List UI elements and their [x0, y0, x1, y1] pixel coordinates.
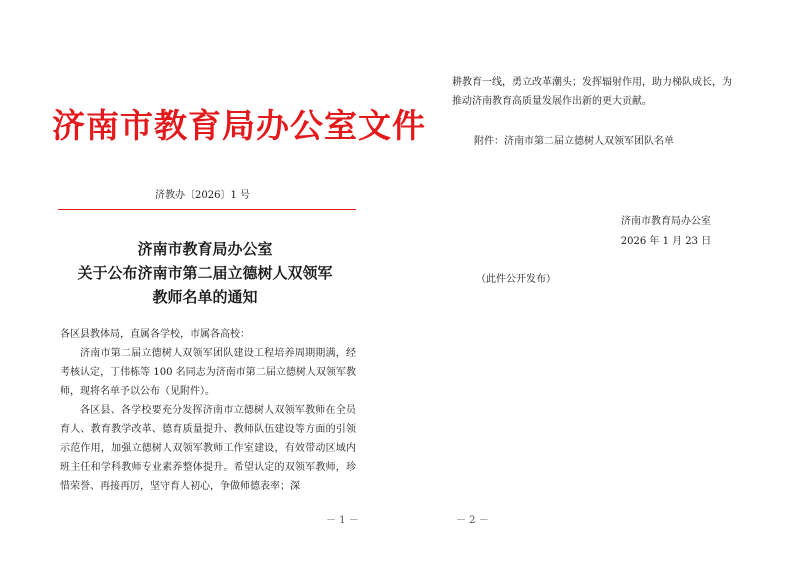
- page-number-2: － 2 －: [456, 515, 489, 526]
- title-line-1: 济南市教育局办公室: [137, 240, 273, 258]
- salutation: 各区县教体局，直属各学校，市属各高校：: [60, 329, 250, 340]
- body-paragraph-2: 各区县、各学校要充分发挥济南市立德树人双领军教师在全员育人、教育教学改革、德育质量提升、教师队伍建设等方面的引领示范作用，加强立德树人双领军教师工作室建设，有效带动区域内班主任和学科教师专业素养整体提升。希望认定的双领军教师，珍惜荣誉、再接再厉，坚守育人初心，争做师德表率；深: [60, 405, 356, 492]
- document-masthead: 济南市教育局办公室文件: [52, 106, 426, 145]
- body-paragraph-1: 济南市第二届立德树人双领军团队建设工程培养周期期满，经考核认定，丁伟栋等 100 名同志为济南市第二届立德树人双领军教师，现将名单予以公布（见附件）。: [60, 348, 356, 397]
- signature-organization: 济南市教育局办公室: [621, 216, 711, 227]
- document-number: 济教办〔2026〕1 号: [155, 190, 250, 201]
- signature-block: [606, 212, 726, 252]
- title-line-2: 关于公布济南市第二届立德树人双领军: [77, 264, 333, 282]
- body-continuation: [452, 73, 748, 111]
- red-divider-line: [58, 209, 356, 210]
- signature-date: 2026 年 1 月 23 日: [620, 236, 712, 247]
- publish-note: （此件公开发布）: [476, 274, 556, 285]
- attachment-note: 附件：济南市第二届立德树人双领军团队名单: [474, 136, 674, 147]
- page-number-1: － 1 －: [326, 515, 359, 526]
- continuation-line-2: 推动济南教育高质量发展作出新的更大贡献。: [452, 96, 652, 107]
- document-title: [60, 237, 350, 309]
- title-line-3: 教师名单的通知: [152, 288, 258, 306]
- document-body: [60, 325, 356, 496]
- continuation-line-1: 耕教育一线，勇立改革潮头；发挥辐射作用，助力梯队成长，为: [452, 77, 732, 88]
- page-2: [400, 0, 800, 568]
